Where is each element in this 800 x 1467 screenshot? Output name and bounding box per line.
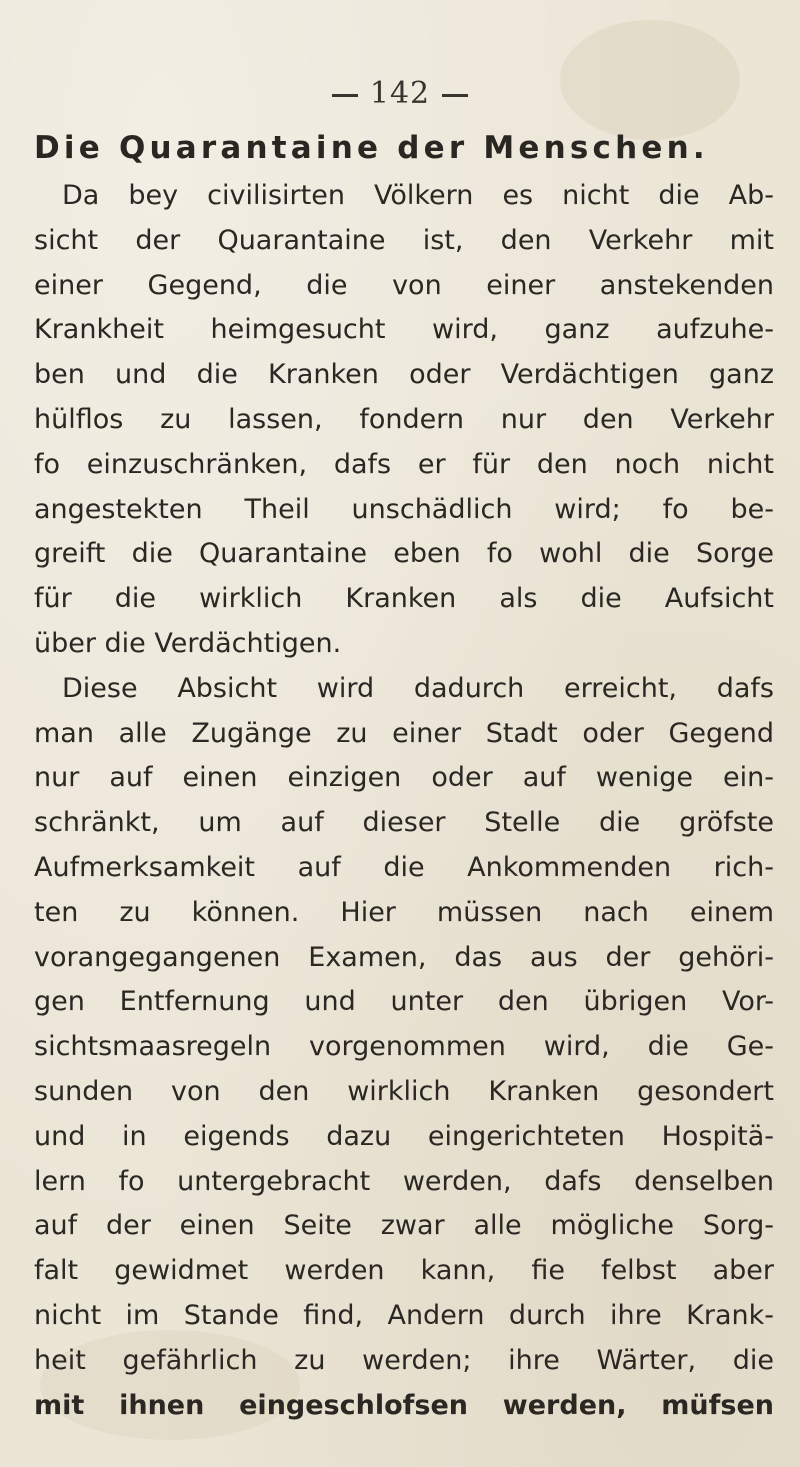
- text-line: greift die Quarantaine eben fo wohl die Sorge: [34, 538, 774, 570]
- dash-right: [442, 94, 468, 97]
- section-heading: Die Quarantaine der Menschen.: [34, 130, 709, 166]
- text-line: angestekten Theil unschädlich wird; fo be-: [34, 493, 774, 525]
- text-line: Da bey civilisirten Völkern es nicht die Ab-: [62, 180, 774, 211]
- page-number-value: 142: [369, 76, 431, 111]
- text-line: mit ihnen eingeschlofsen werden, müfsen: [34, 1389, 774, 1421]
- text-line: sicht der Quarantaine ist, den Verkehr mit: [34, 224, 774, 256]
- text-line: nicht im Stande find, Andern durch ihre Krank-: [34, 1299, 774, 1331]
- text-line: nur auf einen einzigen oder auf wenige ein-: [34, 762, 774, 794]
- text-line: sunden von den wirklich Kranken gesondert: [34, 1075, 774, 1107]
- text-line: gen Entfernung und unter den übrigen Vor-: [34, 986, 774, 1018]
- text-line: Krankheit heimgesucht wird, ganz aufzuhe-: [34, 314, 774, 346]
- text-line: auf der einen Seite zwar alle mögliche Sorg-: [34, 1210, 774, 1242]
- text-line: schränkt, um auf dieser Stelle die gröfste: [34, 807, 774, 839]
- text-line: fo einzuschränken, dafs er für den noch nicht: [34, 448, 774, 480]
- text-line: über die Verdächtigen.: [34, 627, 342, 659]
- page-number: [0, 76, 800, 111]
- text-line: und in eigends dazu eingerichteten Hospitä-: [34, 1120, 774, 1152]
- text-line: heit gefährlich zu werden; ihre Wärter, die: [34, 1344, 774, 1376]
- text-line: man alle Zugänge zu einer Stadt oder Gegend: [34, 717, 774, 749]
- text-line: lern fo untergebracht werden, dafs denselben: [34, 1165, 774, 1197]
- text-line: Diese Absicht wird dadurch erreicht, dafs: [62, 672, 774, 704]
- body-text: [34, 174, 774, 1428]
- text-line: einer Gegend, die von einer anstekenden: [34, 269, 774, 301]
- text-line: hülflos zu lassen, fondern nur den Verkehr: [34, 403, 774, 435]
- dash-left: [332, 94, 358, 97]
- text-line: ten zu können. Hier müssen nach einem: [34, 896, 774, 928]
- text-line: sichtsmaasregeln vorgenommen wird, die Ge-: [34, 1031, 774, 1063]
- text-line: vorangegangenen Examen, das aus der gehöri-: [34, 941, 774, 973]
- text-line: ben und die Kranken oder Verdächtigen ganz: [34, 359, 774, 391]
- text-line: Aufmerksamkeit auf die Ankommenden rich-: [34, 851, 774, 883]
- text-line: falt gewidmet werden kann, fie felbst aber: [34, 1255, 774, 1287]
- text-line: für die wirklich Kranken als die Aufsicht: [34, 583, 774, 615]
